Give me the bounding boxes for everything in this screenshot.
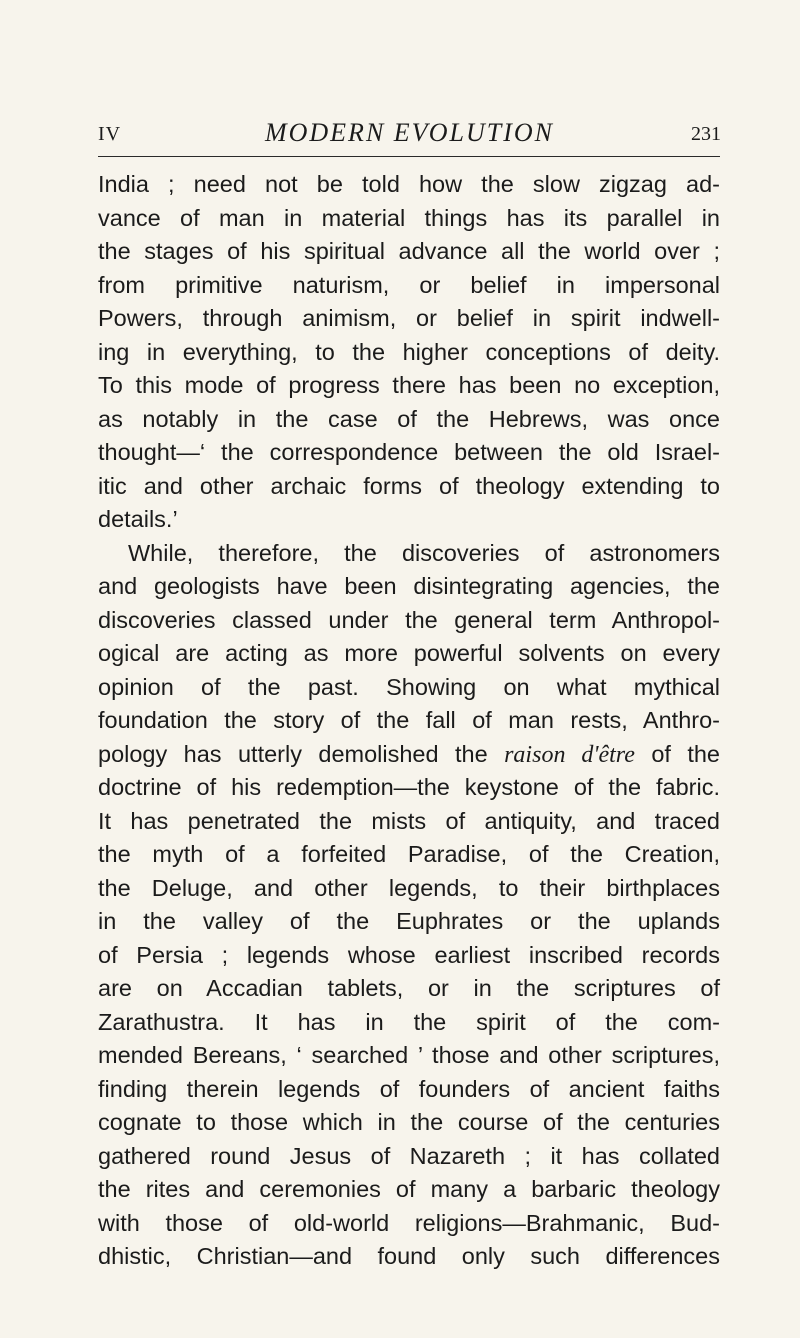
text-segment: of the bbox=[651, 740, 720, 767]
text-line: While, therefore, the discoveries of astronomers bbox=[128, 539, 720, 566]
text-line: cognate to those which in the course of the centuries bbox=[98, 1109, 720, 1135]
text-line: with those of old-world religions—Brahmanic, Bud- bbox=[98, 1209, 720, 1236]
page-number: 231 bbox=[691, 123, 721, 145]
body-text bbox=[98, 168, 720, 1274]
text-line: from primitive naturism, or belief in impersonal bbox=[98, 271, 720, 298]
italic-phrase: raison d'être bbox=[504, 741, 635, 768]
text-line: of Persia ; legends whose earliest inscribed records bbox=[98, 941, 720, 968]
text-line: finding therein legends of founders of ancient faiths bbox=[98, 1075, 720, 1102]
text-line: Powers, through animism, or belief in spirit indwell- bbox=[98, 305, 720, 331]
running-head bbox=[98, 118, 721, 158]
text-line: discoveries classed under the general term Anthropol- bbox=[98, 606, 720, 633]
text-line: India ; need not be told how the slow zigzag ad- bbox=[98, 171, 720, 197]
text-line: foundation the story of the fall of man rests, Anthro- bbox=[98, 707, 720, 733]
text-line: vance of man in material things has its parallel in bbox=[98, 204, 720, 231]
running-title: MODERN EVOLUTION bbox=[264, 118, 555, 147]
text-line: itic and other archaic forms of theology extending to bbox=[98, 472, 720, 499]
text-line: mended Bereans, ‘ searched ’ those and other scriptures, bbox=[98, 1042, 720, 1068]
text-line: ogical are acting as more powerful solvents on every bbox=[98, 640, 720, 666]
text-line: are on Accadian tablets, or in the scriptures of bbox=[98, 975, 720, 1001]
text-line: the stages of his spiritual advance all the world over ; bbox=[98, 238, 720, 264]
text-line: To this mode of progress there has been no exception, bbox=[98, 372, 720, 398]
text-segment: pology has utterly demolished the bbox=[98, 740, 488, 767]
text-line: the Deluge, and other legends, to their birthplaces bbox=[98, 874, 720, 901]
header-rule bbox=[98, 156, 720, 157]
text-line-with-italic bbox=[98, 738, 720, 772]
text-line: in the valley of the Euphrates or the uplands bbox=[98, 908, 720, 934]
text-line: thought—‘ the correspondence between the old Israel- bbox=[98, 439, 720, 465]
text-line: as notably in the case of the Hebrews, was once bbox=[98, 405, 720, 432]
text-line: gathered round Jesus of Nazareth ; it has collated bbox=[98, 1142, 720, 1169]
text-line: It has penetrated the mists of antiquity, and traced bbox=[98, 807, 720, 834]
text-line: and geologists have been disintegrating agencies, the bbox=[98, 573, 720, 599]
text-line: dhistic, Christian—and found only such differences bbox=[98, 1243, 720, 1269]
chapter-numeral: IV bbox=[98, 123, 122, 145]
text-line: details.’ bbox=[98, 506, 178, 532]
text-line: doctrine of his redemption—the keystone of the fabric. bbox=[98, 774, 720, 800]
text-line: ing in everything, to the higher conceptions of deity. bbox=[98, 338, 720, 365]
text-line: opinion of the past. Showing on what mythical bbox=[98, 673, 720, 700]
text-line: Zarathustra. It has in the spirit of the com- bbox=[98, 1008, 720, 1035]
text-line: the myth of a forfeited Paradise, of the Creation, bbox=[98, 841, 720, 867]
text-line: the rites and ceremonies of many a barbaric theology bbox=[98, 1176, 720, 1202]
